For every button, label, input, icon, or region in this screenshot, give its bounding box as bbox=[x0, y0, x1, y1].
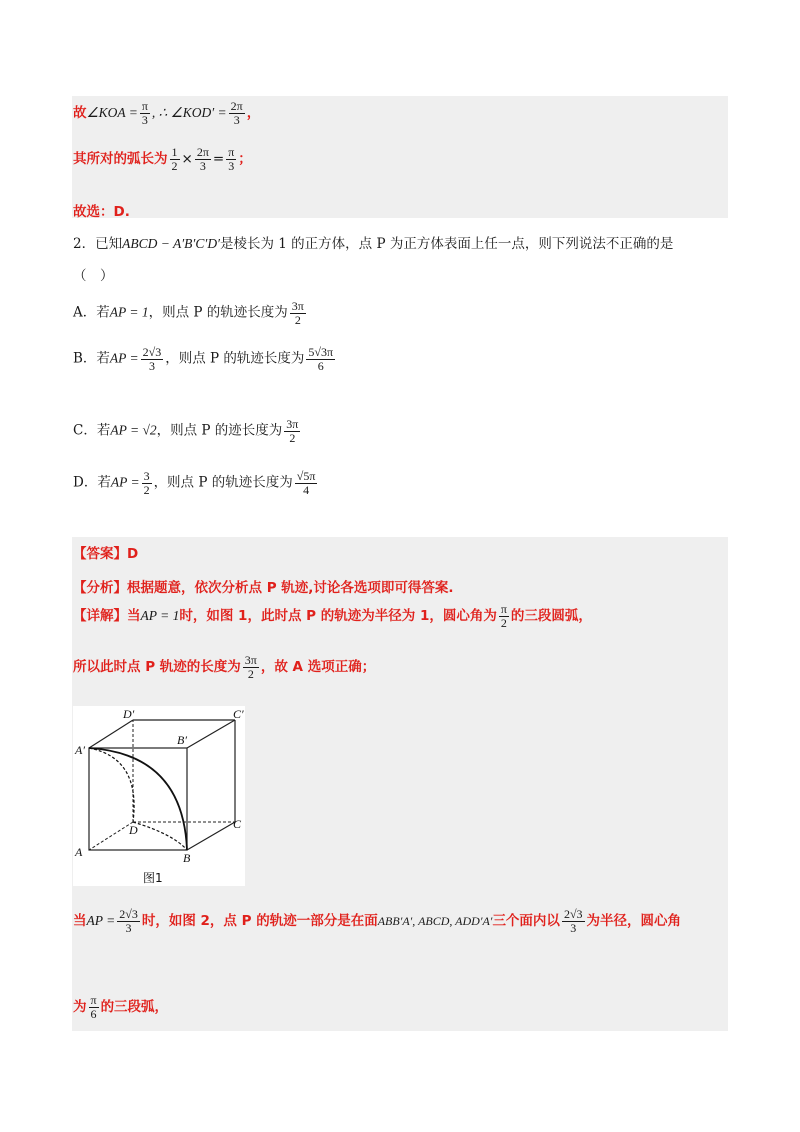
label-b-prime: B′ bbox=[177, 733, 187, 747]
question-paren: （ ） bbox=[73, 268, 114, 284]
label-d: D bbox=[129, 823, 138, 837]
option-d: D．若AP = $\frac{3}{2}$ ，则点 P 的轨迹长度为 $\frac{√5\pi}{4}$ bbox=[73, 469, 316, 497]
answer-line: 【答案】D bbox=[73, 546, 139, 562]
case2-line-2: 为 $\frac{\pi}{6}$ 的三段弧， bbox=[73, 993, 169, 1021]
option-b: B．若AP = $\frac{2√3}{3}$ ，则点 P 的轨迹长度为 $\frac{5√3\pi}{6}$ bbox=[73, 345, 334, 373]
detail-line: 【详解】当AP = 1时，如图 1，此时点 P 的轨迹为半径为 1，圆心角为 $\frac{\pi}{2}$ 的三段圆弧， bbox=[73, 602, 592, 630]
top-line-2: 其所对的弧长为 $\frac{1}{2}$ × $\frac{2\pi}{3}$ = $\frac{\pi}{3}$ ； bbox=[73, 145, 252, 173]
label-a-prime: A′ bbox=[75, 743, 85, 757]
top-line-3: 故选：D. bbox=[73, 204, 130, 220]
figure-1-cube bbox=[73, 706, 245, 886]
label-b: B bbox=[183, 851, 191, 865]
label-c: C bbox=[233, 817, 242, 831]
label-d-prime: D′ bbox=[123, 707, 135, 721]
option-c: C．若AP = √2，则点 P 的迹长度为 $\frac{3\pi}{2}$ bbox=[73, 417, 299, 445]
label-c-prime: C′ bbox=[233, 707, 244, 721]
case2-line: 当AP = $\frac{2√3}{3}$ 时，如图 2，点 P 的轨迹一部分是在面ABB′A′, ABCD, ADD′A′三个面内以 $\frac{2√3}{3}$ 为半径，圆心角 bbox=[73, 907, 682, 935]
figure-caption: 图1 bbox=[143, 871, 163, 885]
label-a: A bbox=[75, 845, 83, 859]
analysis-line: 【分析】根据题意，依次分析点 P 轨迹,讨论各选项即可得答案. bbox=[73, 580, 454, 596]
question-stem: 2．已知ABCD − A′B′C′D′是棱长为 1 的正方体，点 P 为正方体表面上任一点，则下列说法不正确的是 bbox=[73, 236, 674, 252]
length-line: 所以此时点 P 轨迹的长度为 $\frac{3\pi}{2}$ ，故 A 选项正确； bbox=[73, 653, 376, 681]
top-line-1: 故∠KOA = $\frac{\pi}{3}$ , ∴ ∠KOD′ = $\frac{2\pi}{3}$ ， bbox=[73, 99, 261, 127]
option-a: A．若AP = 1，则点 P 的轨迹长度为 $\frac{3\pi}{2}$ bbox=[73, 299, 304, 327]
